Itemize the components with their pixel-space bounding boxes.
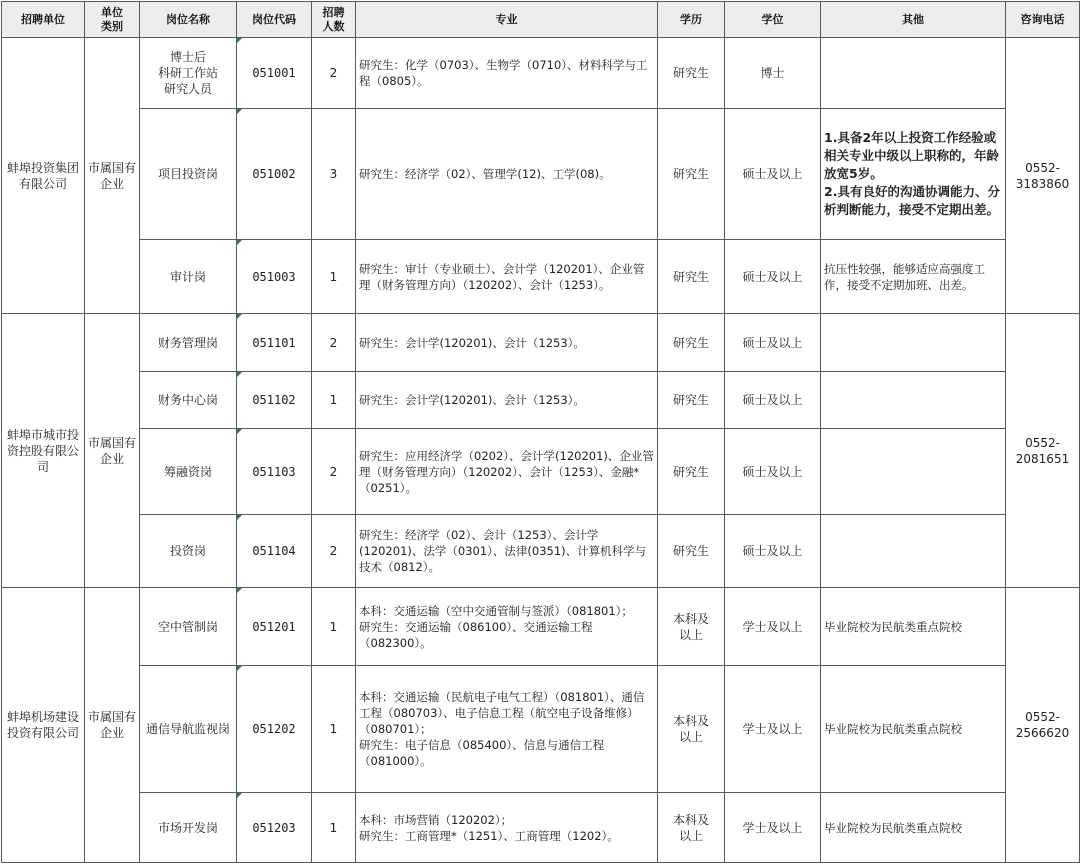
code-text: 051202 bbox=[252, 722, 296, 736]
other-cell bbox=[821, 314, 1006, 372]
col-header-position: 岗位名称 bbox=[140, 2, 237, 38]
cell-marker bbox=[237, 372, 242, 377]
education-cell: 本科及 以上 bbox=[658, 588, 725, 666]
code-text: 051002 bbox=[252, 167, 296, 181]
cell-marker bbox=[237, 109, 242, 114]
code-text: 051104 bbox=[252, 544, 296, 558]
unit-name-cell: 蚌埠投资集团有限公司 bbox=[2, 38, 85, 314]
major-cell: 研究生：应用经济学（0202）、会计学(120201)、企业管理（财务管理方向）（120202）、会计（1253）、金融*（0251）。 bbox=[356, 429, 658, 515]
cell-marker bbox=[237, 666, 242, 671]
table-row bbox=[2, 588, 1080, 666]
other-cell bbox=[821, 515, 1006, 588]
other-cell: 毕业院校为民航类重点院校 bbox=[821, 793, 1006, 863]
code-text: 051003 bbox=[252, 269, 296, 284]
position-code-cell bbox=[237, 793, 312, 863]
position-code-cell bbox=[237, 372, 312, 429]
major-cell: 研究生：会计学(120201)、会计（1253）。 bbox=[356, 314, 658, 372]
education-cell: 研究生 bbox=[658, 38, 725, 109]
unit-category-cell: 市属国有企业 bbox=[85, 588, 140, 863]
other-cell: 毕业院校为民航类重点院校 bbox=[821, 588, 1006, 666]
phone-cell: 0552- 2081651 bbox=[1006, 314, 1080, 588]
degree-cell: 硕士及以上 bbox=[725, 429, 821, 515]
other-cell bbox=[821, 38, 1006, 109]
col-header-count: 招聘 人数 bbox=[312, 2, 356, 38]
cell-marker bbox=[237, 515, 242, 520]
position-code-cell bbox=[237, 588, 312, 666]
education-cell: 研究生 bbox=[658, 515, 725, 588]
degree-cell: 硕士及以上 bbox=[725, 240, 821, 314]
position-code-cell bbox=[237, 429, 312, 515]
code-text: 051001 bbox=[252, 66, 296, 80]
recruitment-table bbox=[1, 1, 1080, 863]
col-header-education: 学历 bbox=[658, 2, 725, 38]
table-row bbox=[2, 372, 1080, 429]
education-cell: 研究生 bbox=[658, 109, 725, 240]
cell-marker bbox=[237, 38, 242, 43]
education-cell: 本科及 以上 bbox=[658, 666, 725, 793]
table-row bbox=[2, 793, 1080, 863]
major-cell: 本科：市场营销（120202）； 研究生：工商管理*（1251）、工商管理（1202）。 bbox=[356, 793, 658, 863]
degree-cell: 硕士及以上 bbox=[725, 515, 821, 588]
position-cell: 空中管制岗 bbox=[140, 588, 237, 666]
degree-cell: 硕士及以上 bbox=[725, 109, 821, 240]
major-cell: 研究生：审计（专业硕士）、会计学（120201）、企业管理（财务管理方向）（120202）、会计（1253）。 bbox=[356, 240, 658, 314]
count-cell: 2 bbox=[312, 38, 356, 109]
education-cell: 研究生 bbox=[658, 372, 725, 429]
cell-marker bbox=[237, 429, 242, 434]
count-cell: 1 bbox=[312, 240, 356, 314]
table-row bbox=[2, 109, 1080, 240]
education-cell: 研究生 bbox=[658, 429, 725, 515]
code-text: 051102 bbox=[252, 393, 296, 407]
table-row bbox=[2, 240, 1080, 314]
major-cell: 本科：交通运输（民航电子电气工程）（081801）、通信工程（080703）、电子信息工程（航空电子设备维修）（080701）； 研究生：电子信息（085400）、信息与通信工程（081000）。 bbox=[356, 666, 658, 793]
position-cell: 博士后 科研工作站 研究人员 bbox=[140, 38, 237, 109]
cell-marker bbox=[237, 314, 242, 319]
other-requirements-cell: 1.具备2年以上投资工作经验或相关专业中级以上职称的，年龄放宽5岁。 2.具有良好的沟通协调能力、分析判断能力，接受不定期出差。 bbox=[821, 109, 1006, 240]
position-code-cell bbox=[237, 240, 312, 314]
count-cell: 1 bbox=[312, 666, 356, 793]
table-row bbox=[2, 314, 1080, 372]
degree-cell: 学士及以上 bbox=[725, 666, 821, 793]
position-cell: 财务管理岗 bbox=[140, 314, 237, 372]
major-cell: 本科：交通运输（空中交通管制与签派）（081801）； 研究生：交通运输（086100）、交通运输工程（082300）。 bbox=[356, 588, 658, 666]
count-cell: 1 bbox=[312, 588, 356, 666]
table-row bbox=[2, 515, 1080, 588]
major-cell: 研究生：化学（0703）、生物学（0710）、材料科学与工程（0805）。 bbox=[356, 38, 658, 109]
position-code-cell bbox=[237, 314, 312, 372]
degree-cell: 硕士及以上 bbox=[725, 372, 821, 429]
degree-cell: 学士及以上 bbox=[725, 588, 821, 666]
count-cell: 2 bbox=[312, 314, 356, 372]
degree-cell: 硕士及以上 bbox=[725, 314, 821, 372]
education-cell: 本科及 以上 bbox=[658, 793, 725, 863]
major-cell: 研究生：会计学(120201)、会计（1253）。 bbox=[356, 372, 658, 429]
table-row bbox=[2, 429, 1080, 515]
education-cell: 研究生 bbox=[658, 314, 725, 372]
position-cell: 筹融资岗 bbox=[140, 429, 237, 515]
col-header-degree: 学位 bbox=[725, 2, 821, 38]
position-cell: 审计岗 bbox=[140, 240, 237, 314]
table-row bbox=[2, 666, 1080, 793]
count-cell: 3 bbox=[312, 109, 356, 240]
position-cell: 项目投资岗 bbox=[140, 109, 237, 240]
code-text: 051201 bbox=[252, 619, 296, 634]
code-text: 051103 bbox=[252, 464, 296, 479]
col-header-code: 岗位代码 bbox=[237, 2, 312, 38]
position-code-cell bbox=[237, 109, 312, 240]
col-header-other: 其他 bbox=[821, 2, 1006, 38]
education-cell: 研究生 bbox=[658, 240, 725, 314]
other-cell: 毕业院校为民航类重点院校 bbox=[821, 666, 1006, 793]
code-text: 051203 bbox=[252, 820, 296, 835]
count-cell: 2 bbox=[312, 429, 356, 515]
col-header-major: 专业 bbox=[356, 2, 658, 38]
position-code-cell bbox=[237, 666, 312, 793]
unit-name-cell: 蚌埠市城市投资控股有限公司 bbox=[2, 314, 85, 588]
col-header-category: 单位 类别 bbox=[85, 2, 140, 38]
header-row bbox=[2, 2, 1080, 38]
phone-cell: 0552- 2566620 bbox=[1006, 588, 1080, 863]
position-code-cell bbox=[237, 515, 312, 588]
other-cell: 抗压性较强，能够适应高强度工作，接受不定期加班、出差。 bbox=[821, 240, 1006, 314]
col-header-phone: 咨询电话 bbox=[1006, 2, 1080, 38]
cell-marker bbox=[237, 588, 242, 593]
phone-cell: 0552- 3183860 bbox=[1006, 38, 1080, 314]
position-cell: 财务中心岗 bbox=[140, 372, 237, 429]
position-code-cell bbox=[237, 38, 312, 109]
other-cell bbox=[821, 372, 1006, 429]
count-cell: 1 bbox=[312, 793, 356, 863]
degree-cell: 学士及以上 bbox=[725, 793, 821, 863]
position-cell: 市场开发岗 bbox=[140, 793, 237, 863]
major-cell: 研究生：经济学（02）、管理学(12)、工学(08)。 bbox=[356, 109, 658, 240]
count-cell: 1 bbox=[312, 372, 356, 429]
position-cell: 投资岗 bbox=[140, 515, 237, 588]
cell-marker bbox=[237, 793, 242, 798]
col-header-unit: 招聘单位 bbox=[2, 2, 85, 38]
unit-name-cell: 蚌埠机场建设投资有限公司 bbox=[2, 588, 85, 863]
code-text: 051101 bbox=[252, 335, 296, 350]
unit-category-cell: 市属国有企业 bbox=[85, 314, 140, 588]
count-cell: 2 bbox=[312, 515, 356, 588]
table-row bbox=[2, 38, 1080, 109]
degree-cell: 博士 bbox=[725, 38, 821, 109]
cell-marker bbox=[237, 240, 242, 245]
other-cell bbox=[821, 429, 1006, 515]
unit-category-cell: 市属国有企业 bbox=[85, 38, 140, 314]
major-cell: 研究生：经济学（02）、会计（1253）、会计学(120201)、法学（0301）、法律(0351)、计算机科学与技术（0812）。 bbox=[356, 515, 658, 588]
position-cell: 通信导航监视岗 bbox=[140, 666, 237, 793]
